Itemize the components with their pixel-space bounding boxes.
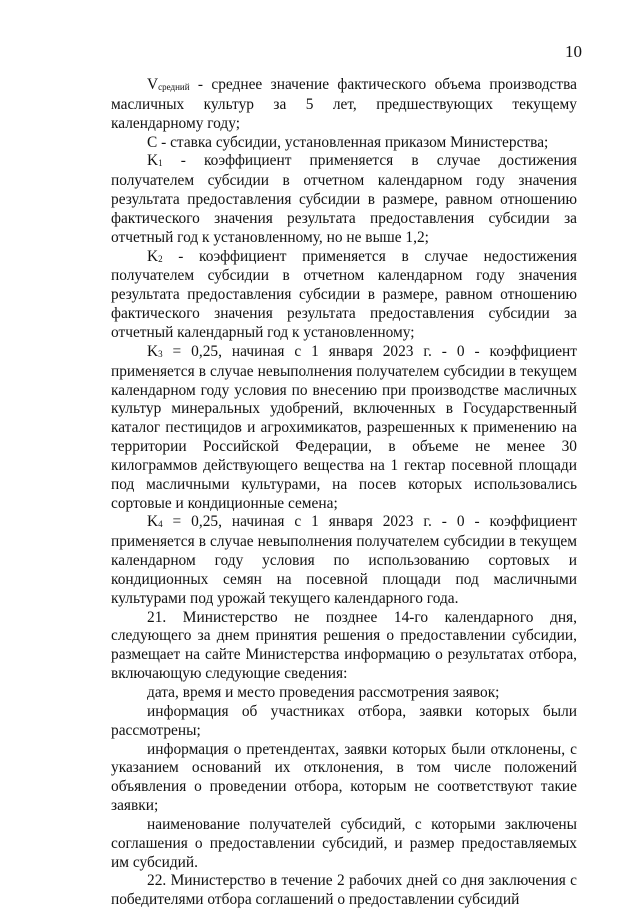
paragraph-text: С - ставка субсидии, установленная приказом Министерства; xyxy=(147,133,549,151)
variable-subscript: средний xyxy=(158,82,190,92)
variable-subscript: 2 xyxy=(158,253,163,264)
paragraph-item-21 xyxy=(111,609,577,684)
paragraph-text: - коэффициент применяется в случае недостижения получателем субсидии в отчетном календарном году значения результата предоставления субсидии в размере, равном отношению фактического значения результата предоставления субсидии за отчетный календарный год к установленному; xyxy=(111,247,577,341)
paragraph-subsidy-rate xyxy=(111,134,577,153)
paragraph-text: информация о претендентах, заявки которых были отклонены, с указанием оснований их отклонения, в том числе положений объявления о проведении отбора, которым не соответствуют такие заявки; xyxy=(111,740,577,815)
paragraph-recipients xyxy=(111,816,577,873)
paragraph-k1 xyxy=(111,152,577,247)
paragraph-text: 22. Министерство в течение 2 рабочих дней со дня заключения с победителями отбора соглашений о предоставлении субсидий xyxy=(111,872,577,909)
page-number: 10 xyxy=(565,42,582,61)
variable-symbol: K xyxy=(147,247,159,265)
paragraph-text: 21. Министерство не позднее 14-го календарного дня, следующего за днем принятия решения о предоставлении субсидии, размещает на сайте Министерства информацию о результатах отбора, включающую следующие сведения: xyxy=(111,608,577,683)
paragraph-text: - коэффициент применяется в случае достижения получателем субсидии в отчетном календарном году значения результата предоставления субсидии в размере, равном отношению фактического значения результата предоставления субсидии за отчетный год к установленному, но не выше 1,2; xyxy=(111,152,577,246)
paragraph-participants-info xyxy=(111,703,577,741)
paragraph-v-average xyxy=(111,76,577,134)
variable-symbol: V xyxy=(147,76,159,93)
variable-symbol: K xyxy=(147,513,159,531)
paragraph-text: наименование получателей субсидий, с которыми заключены соглашения о предоставлении субсидий, и размер предоставляемых им субсидий. xyxy=(111,815,577,871)
paragraph-text: = 0,25, начиная с 1 января 2023 г. - 0 - коэффициент применяется в случае невыполнения получателем субсидии в текущем календарном году условия по внесению при производстве масличных культур минеральных удобрений, включенных в Государственный каталог пестицидов и агрохимикатов, разрешенных к применению на территории Российской Федерации, в объеме не менее 30 килограммов действующего вещества на 1 гектар посевной площади под масличными культурами, на посев которых использовались сортовые и кондиционные семена; xyxy=(111,342,577,512)
paragraph-rejected-applicants xyxy=(111,741,577,816)
paragraph-k2 xyxy=(111,248,577,343)
paragraph-text: дата, время и место проведения рассмотрения заявок; xyxy=(147,684,500,701)
variable-symbol: K xyxy=(147,152,159,170)
variable-subscript: 4 xyxy=(158,519,163,530)
paragraph-date-time-place xyxy=(111,684,577,703)
paragraph-text: = 0,25, начиная с 1 января 2023 г. - 0 - коэффициент применяется в случае невыполнения получателем субсидии в текущем календарном году условия по использованию сортовых и кондиционных семян на посевной площади под масличными культурами под урожай текущего календарного года. xyxy=(111,513,577,607)
variable-symbol: K xyxy=(147,342,159,360)
paragraph-k4 xyxy=(111,513,577,608)
paragraph-text: информация об участниках отбора, заявки которых были рассмотрены; xyxy=(111,702,577,739)
variable-subscript: 3 xyxy=(158,348,163,359)
paragraph-text: - среднее значение фактического объема производства масличных культур за 5 лет, предшествующих текущему календарному году; xyxy=(111,76,577,132)
document-body xyxy=(111,76,577,910)
paragraph-k3 xyxy=(111,343,577,514)
paragraph-item-22 xyxy=(111,872,577,910)
variable-subscript: 1 xyxy=(158,158,163,169)
